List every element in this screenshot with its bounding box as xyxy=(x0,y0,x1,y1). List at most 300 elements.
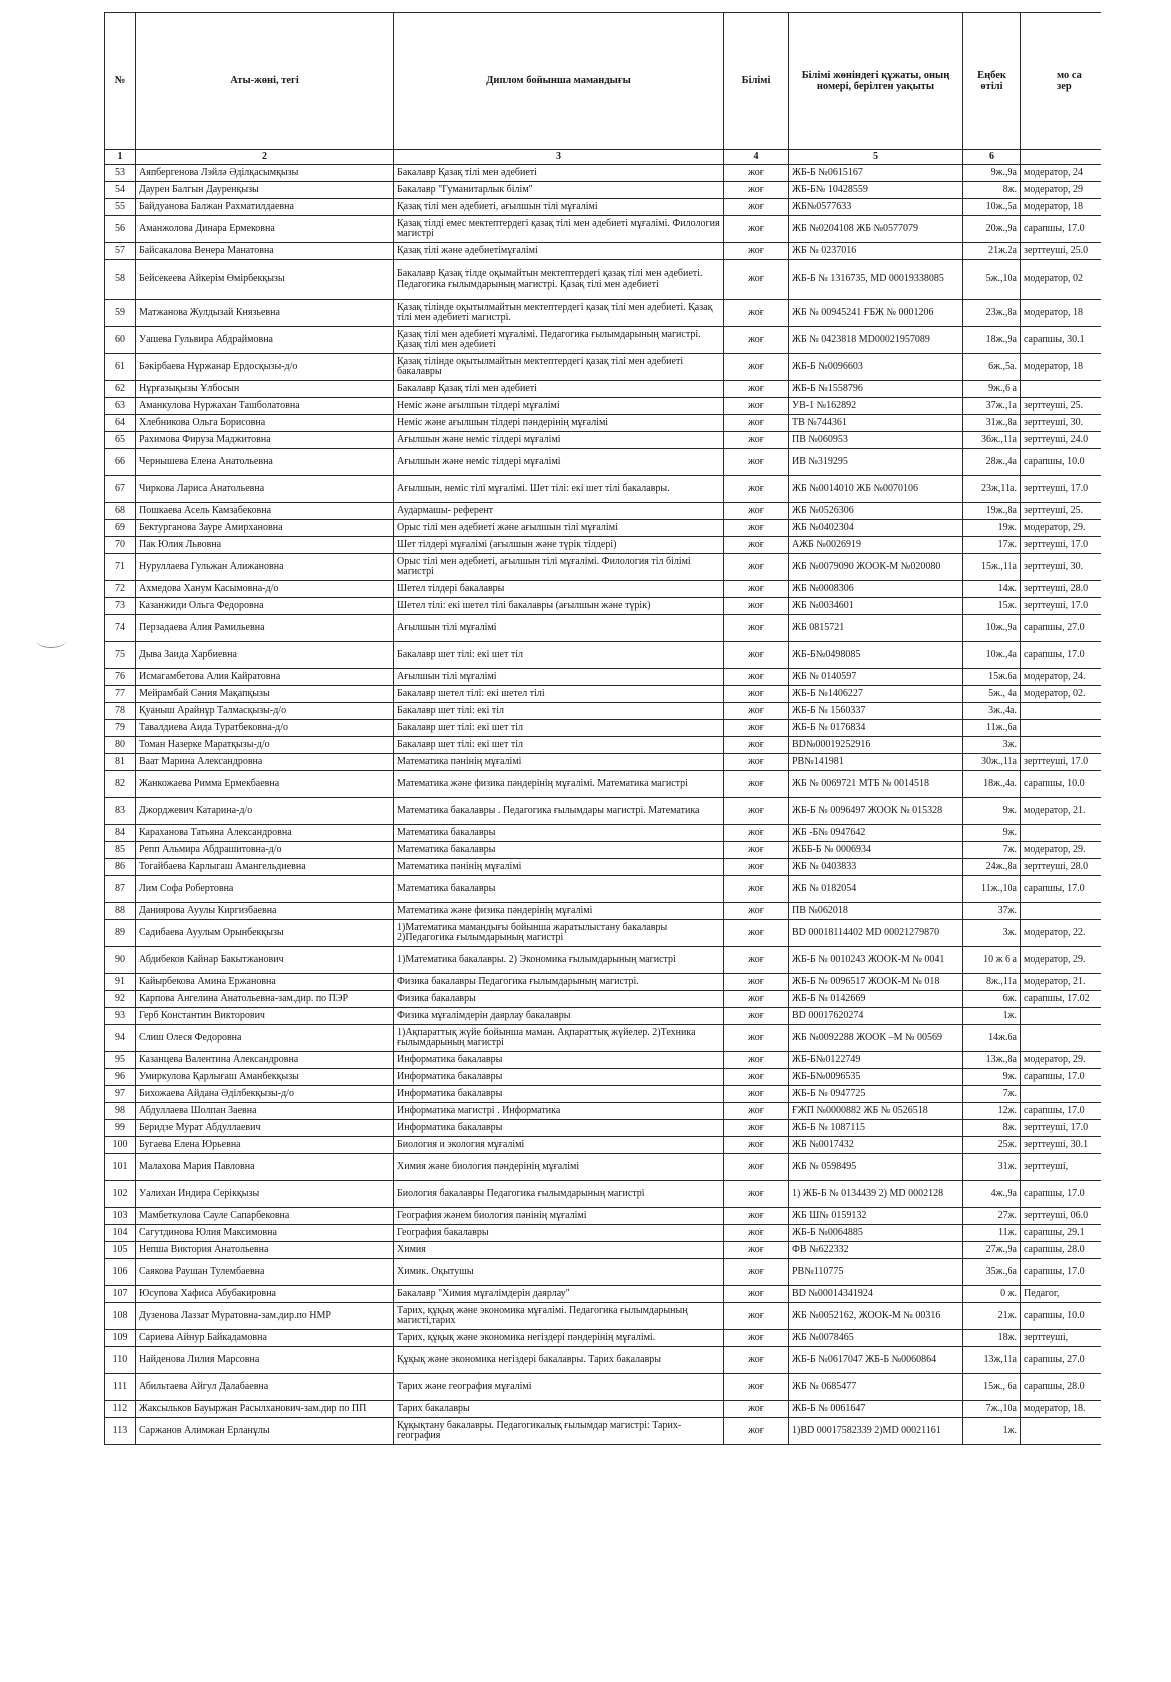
document-cell: BD 00018114402 MD 00021279870 xyxy=(789,920,963,947)
education-cell: жоғ xyxy=(724,720,789,737)
specialty-cell: Қазақ тілі мен әдебиеті, ағылшын тілі мұғалімі xyxy=(394,199,724,216)
experience-cell: 10ж.,9а xyxy=(963,615,1021,642)
category-cell: зерттеуші, 24.0 xyxy=(1021,432,1101,449)
experience-cell: 11ж. xyxy=(963,1225,1021,1242)
education-cell: жоғ xyxy=(724,216,789,243)
experience-cell: 13ж.,8а xyxy=(963,1052,1021,1069)
category-cell: зерттеуші, 25.0 xyxy=(1021,243,1101,260)
row-number-cell: 62 xyxy=(105,381,136,398)
category-cell xyxy=(1021,825,1101,842)
name-cell: Хлебникова Ольга Борисовна xyxy=(136,415,394,432)
category-cell: сарапшы, 28.0 xyxy=(1021,1242,1101,1259)
name-cell: Бектурганова Зауре Амирхановна xyxy=(136,520,394,537)
name-cell: Казанцева Валентина Александровна xyxy=(136,1052,394,1069)
document-cell: ЖБ-Б № 0096517 ЖООК-М № 018 xyxy=(789,974,963,991)
category-cell: сарапшы, 17.0 xyxy=(1021,642,1101,669)
row-number-cell: 65 xyxy=(105,432,136,449)
experience-cell: 28ж.,4а xyxy=(963,449,1021,476)
table-row xyxy=(105,903,1101,920)
table-row xyxy=(105,476,1101,503)
education-cell: жоғ xyxy=(724,554,789,581)
row-number-cell: 109 xyxy=(105,1330,136,1347)
education-cell: жоғ xyxy=(724,876,789,903)
row-number-cell: 95 xyxy=(105,1052,136,1069)
category-cell: модератор, 29. xyxy=(1021,1052,1101,1069)
education-cell: жоғ xyxy=(724,503,789,520)
education-cell: жоғ xyxy=(724,165,789,182)
education-cell: жоғ xyxy=(724,798,789,825)
name-cell: Лим Софа Робертовна xyxy=(136,876,394,903)
education-cell: жоғ xyxy=(724,1052,789,1069)
table-row xyxy=(105,503,1101,520)
document-cell: ЖБ № 0182054 xyxy=(789,876,963,903)
row-number-cell: 56 xyxy=(105,216,136,243)
table-row xyxy=(105,1330,1101,1347)
document-cell: ЖБ-Б №1406227 xyxy=(789,686,963,703)
header-no: № xyxy=(105,13,136,150)
experience-cell: 8ж. xyxy=(963,182,1021,199)
name-cell: Джорджевич Катарина-д/о xyxy=(136,798,394,825)
row-number-cell: 67 xyxy=(105,476,136,503)
education-cell: жоғ xyxy=(724,354,789,381)
education-cell: жоғ xyxy=(724,1008,789,1025)
row-number-cell: 84 xyxy=(105,825,136,842)
experience-cell: 30ж.,11а xyxy=(963,754,1021,771)
table-row xyxy=(105,947,1101,974)
row-number-cell: 70 xyxy=(105,537,136,554)
experience-cell: 6ж. xyxy=(963,991,1021,1008)
category-cell: сарапшы, 27.0 xyxy=(1021,615,1101,642)
specialty-cell: География бакалавры xyxy=(394,1225,724,1242)
category-cell: зерттеуші, 17.0 xyxy=(1021,1120,1101,1137)
table-row xyxy=(105,1120,1101,1137)
experience-cell: 11ж.,10а xyxy=(963,876,1021,903)
name-cell: Перзадаева Алия Рамильевна xyxy=(136,615,394,642)
table-row xyxy=(105,199,1101,216)
column-number: 1 xyxy=(105,150,136,165)
document-cell: ЖБ № 0237016 xyxy=(789,243,963,260)
experience-cell: 15ж.6а xyxy=(963,669,1021,686)
document-cell: ЖБ-Б№ 10428559 xyxy=(789,182,963,199)
specialty-cell: Физика бакалавры Педагогика ғылымдарының магистрі. xyxy=(394,974,724,991)
specialty-cell: Бакалавр "Гуманитарлык білім" xyxy=(394,182,724,199)
document-cell: ЖБ № 0685477 xyxy=(789,1374,963,1401)
specialty-cell: Биология и экология мұғалімі xyxy=(394,1137,724,1154)
education-cell: жоғ xyxy=(724,920,789,947)
table-row xyxy=(105,825,1101,842)
name-cell: Жанкожаева Римма Ермекбаевна xyxy=(136,771,394,798)
category-cell: сарапшы, 29.1 xyxy=(1021,1225,1101,1242)
category-cell: сарапшы, 27.0 xyxy=(1021,1347,1101,1374)
education-cell: жоғ xyxy=(724,1374,789,1401)
document-cell: ЖБ -Б№ 0947642 xyxy=(789,825,963,842)
name-cell: Жаксыльков Бауыржан Расылханович-зам.дир по ПП xyxy=(136,1401,394,1418)
education-cell: жоғ xyxy=(724,1418,789,1445)
experience-cell: 10ж.,5а xyxy=(963,199,1021,216)
education-cell: жоғ xyxy=(724,669,789,686)
specialty-cell: Химия және биология пәндерінің мұғалімі xyxy=(394,1154,724,1181)
category-cell xyxy=(1021,1008,1101,1025)
experience-cell: 3ж. xyxy=(963,737,1021,754)
experience-cell: 7ж. xyxy=(963,1086,1021,1103)
experience-cell: 0 ж. xyxy=(963,1286,1021,1303)
document-cell: ЖБ №0014010 ЖБ №0070106 xyxy=(789,476,963,503)
row-number-cell: 112 xyxy=(105,1401,136,1418)
row-number-cell: 113 xyxy=(105,1418,136,1445)
table-row xyxy=(105,720,1101,737)
category-cell: зерттеуші, 06.0 xyxy=(1021,1208,1101,1225)
experience-cell: 37ж. xyxy=(963,903,1021,920)
education-cell: жоғ xyxy=(724,1401,789,1418)
document-cell: ЖБ-Б №0615167 xyxy=(789,165,963,182)
name-cell: Пак Юлия Львовна xyxy=(136,537,394,554)
table-row xyxy=(105,1137,1101,1154)
name-cell: Беридзе Мурат Абдуллаевич xyxy=(136,1120,394,1137)
education-cell: жоғ xyxy=(724,182,789,199)
education-cell: жоғ xyxy=(724,737,789,754)
category-cell: сарапшы, 17.0 xyxy=(1021,1259,1101,1286)
experience-cell: 8ж. xyxy=(963,1120,1021,1137)
row-number-cell: 78 xyxy=(105,703,136,720)
name-cell: Малахова Мария Павловна xyxy=(136,1154,394,1181)
row-number-cell: 83 xyxy=(105,798,136,825)
specialty-cell: Ағылшын тілі мұғалімі xyxy=(394,669,724,686)
experience-cell: 18ж.,9а xyxy=(963,327,1021,354)
table-row xyxy=(105,974,1101,991)
specialty-cell: Қазақ тілі мен әдебиеті мұғалімі. Педагогика ғылымдарының магистрі. Қазақ тілі мен әдебиеті xyxy=(394,327,724,354)
specialty-cell: Шет тілдері мұғалімі (ағылшын және түрік тілдері) xyxy=(394,537,724,554)
document-cell: ЖБ № 0403833 xyxy=(789,859,963,876)
category-cell: модератор, 21. xyxy=(1021,974,1101,991)
punch-hole-mark xyxy=(36,633,66,648)
name-cell: Матжанова Жулдызай Князьевна xyxy=(136,300,394,327)
experience-cell: 23ж,11а. xyxy=(963,476,1021,503)
education-cell: жоғ xyxy=(724,686,789,703)
experience-cell: 23ж.,8а xyxy=(963,300,1021,327)
experience-cell: 14ж.6а xyxy=(963,1025,1021,1052)
education-cell: жоғ xyxy=(724,771,789,798)
document-cell: ЖБ № 0140597 xyxy=(789,669,963,686)
category-cell: сарапшы, 10.0 xyxy=(1021,771,1101,798)
document-cell: BD 00017620274 xyxy=(789,1008,963,1025)
document-cell: РВ№110775 xyxy=(789,1259,963,1286)
document-cell: ЖБ № 0069721 МТБ № 0014518 xyxy=(789,771,963,798)
experience-cell: 9ж. xyxy=(963,798,1021,825)
category-cell: модератор, 24. xyxy=(1021,669,1101,686)
document-cell: РВ№141981 xyxy=(789,754,963,771)
specialty-cell: Ағылшын және неміс тілдері мұғалімі xyxy=(394,449,724,476)
specialty-cell: 1)Математика бакалавры. 2) Экономика ғылымдарының магистрі xyxy=(394,947,724,974)
document-cell: ЖБ-Б № 0142669 xyxy=(789,991,963,1008)
document-cell: ИВ №319295 xyxy=(789,449,963,476)
education-cell: жоғ xyxy=(724,598,789,615)
education-cell: жоғ xyxy=(724,476,789,503)
row-number-cell: 55 xyxy=(105,199,136,216)
education-cell: жоғ xyxy=(724,449,789,476)
table-row xyxy=(105,1286,1101,1303)
table-row xyxy=(105,754,1101,771)
category-cell: модератор, 18 xyxy=(1021,354,1101,381)
row-number-cell: 96 xyxy=(105,1069,136,1086)
education-cell: жоғ xyxy=(724,1069,789,1086)
header-education: Білімі xyxy=(724,13,789,150)
table-row xyxy=(105,1069,1101,1086)
table-row xyxy=(105,1347,1101,1374)
specialty-cell: Қазақ тілі және әдебиетімұғалімі xyxy=(394,243,724,260)
category-cell: зерттеуші, 17.0 xyxy=(1021,537,1101,554)
document-cell: УВ-1 №162892 xyxy=(789,398,963,415)
education-cell: жоғ xyxy=(724,381,789,398)
table-row xyxy=(105,1103,1101,1120)
education-cell: жоғ xyxy=(724,1154,789,1181)
table-row xyxy=(105,1086,1101,1103)
row-number-cell: 75 xyxy=(105,642,136,669)
row-number-cell: 87 xyxy=(105,876,136,903)
name-cell: Пошкаева Асель Камзабековна xyxy=(136,503,394,520)
specialty-cell: Бакалавр шет тілі: екі шет тіл xyxy=(394,642,724,669)
table-row xyxy=(105,1401,1101,1418)
specialty-cell: Бакалавр шет тілі: екі шет тіл xyxy=(394,737,724,754)
table-row xyxy=(105,415,1101,432)
category-cell: модератор, 18. xyxy=(1021,1401,1101,1418)
document-cell: ЖБ№0577633 xyxy=(789,199,963,216)
category-cell: модератор, 18 xyxy=(1021,300,1101,327)
experience-cell: 10 ж 6 а xyxy=(963,947,1021,974)
table-row xyxy=(105,1418,1101,1445)
experience-cell: 27ж. xyxy=(963,1208,1021,1225)
name-cell: Дузенова Лаззат Муратовна-зам.дир.по НМР xyxy=(136,1303,394,1330)
row-number-cell: 82 xyxy=(105,771,136,798)
document-cell: ЖБ №0078465 xyxy=(789,1330,963,1347)
specialty-cell: Бакалавр шет тілі: екі шет тіл xyxy=(394,720,724,737)
table-row xyxy=(105,703,1101,720)
document-cell: ЖБ-Б № 0176834 xyxy=(789,720,963,737)
table-row xyxy=(105,859,1101,876)
experience-cell: 25ж. xyxy=(963,1137,1021,1154)
specialty-cell: Бакалавр Қазақ тілде оқымайтын мектептердегі қазақ тілі мен әдебиеті. Педагогика ғылымдарының магистрі. Қазақ тілі мен әдебиеті xyxy=(394,260,724,300)
experience-cell: 3ж.,4а. xyxy=(963,703,1021,720)
specialty-cell: Математика бакалавры xyxy=(394,876,724,903)
table-row xyxy=(105,182,1101,199)
specialty-cell: Физика мұғалімдерін даярлау бакалавры xyxy=(394,1008,724,1025)
column-number: 6 xyxy=(963,150,1021,165)
category-cell: зерттеуші, xyxy=(1021,1330,1101,1347)
table-row xyxy=(105,520,1101,537)
experience-cell: 36ж.,11а xyxy=(963,432,1021,449)
name-cell: Садибаева Ауулым Орынбекқызы xyxy=(136,920,394,947)
category-cell: модератор, 29. xyxy=(1021,520,1101,537)
experience-cell: 18ж.,4а. xyxy=(963,771,1021,798)
row-number-cell: 58 xyxy=(105,260,136,300)
document-cell: BD№00019252916 xyxy=(789,737,963,754)
row-number-cell: 91 xyxy=(105,974,136,991)
category-cell: сарапшы, 17.0 xyxy=(1021,1069,1101,1086)
table-row xyxy=(105,842,1101,859)
specialty-cell: Орыс тілі мен әдебиеті, ағылшын тілі мұғалімі. Филология тіл білімі магистрі xyxy=(394,554,724,581)
category-cell: сарапшы, 17.0 xyxy=(1021,876,1101,903)
row-number-cell: 57 xyxy=(105,243,136,260)
specialty-cell: Бакалавр шетел тілі: екі шетел тілі xyxy=(394,686,724,703)
experience-cell: 8ж.,11а xyxy=(963,974,1021,991)
name-cell: Нұрғазықызы Ұлбосын xyxy=(136,381,394,398)
table-row xyxy=(105,300,1101,327)
document-cell: ҒЖП №0000882 ЖБ № 0526518 xyxy=(789,1103,963,1120)
name-cell: Дыва Заида Харбиевна xyxy=(136,642,394,669)
experience-cell: 7ж. xyxy=(963,842,1021,859)
specialty-cell: Шетел тілдері бакалавры xyxy=(394,581,724,598)
name-cell: Ахмедова Ханум Касымовна-д/о xyxy=(136,581,394,598)
row-number-cell: 104 xyxy=(105,1225,136,1242)
specialty-cell: Құқықтану бакалавры. Педагогикалық ғылымдар магистрі: Тарих-география xyxy=(394,1418,724,1445)
specialty-cell: Физика бакалавры xyxy=(394,991,724,1008)
table-row xyxy=(105,1374,1101,1401)
name-cell: Абдибеков Кайнар Бакытжанович xyxy=(136,947,394,974)
experience-cell: 31ж.,8а xyxy=(963,415,1021,432)
category-cell: зерттеуші, 25. xyxy=(1021,398,1101,415)
category-cell: сарапшы, 17.0 xyxy=(1021,1181,1101,1208)
name-cell: Умиркулова Қарлығаш Аманбекқызы xyxy=(136,1069,394,1086)
category-cell xyxy=(1021,703,1101,720)
table-row xyxy=(105,1052,1101,1069)
document-cell: ЖББ-Б № 0006934 xyxy=(789,842,963,859)
table-row xyxy=(105,398,1101,415)
specialty-cell: Қазақ тілінде оқытылмайтын мектептердегі қазақ тілі мен әдебиеті. Қазақ тілі мен әдебиеті магистрі. xyxy=(394,300,724,327)
specialty-cell: География жәнем биология пәнінің мұғалімі xyxy=(394,1208,724,1225)
table-row xyxy=(105,771,1101,798)
name-cell: Тогайбаева Карлыгаш Амангельдиевна xyxy=(136,859,394,876)
name-cell: Байсакалова Венера Манатовна xyxy=(136,243,394,260)
category-cell xyxy=(1021,1025,1101,1052)
row-number-cell: 93 xyxy=(105,1008,136,1025)
document-cell: ЖБ №0526306 xyxy=(789,503,963,520)
name-cell: Мамбеткулова Сауле Сапарбековна xyxy=(136,1208,394,1225)
specialty-cell: Математика бакалавры . Педагогика ғылымдары магистрі. Математика xyxy=(394,798,724,825)
name-cell: Уашева Гульвира Абдраймовна xyxy=(136,327,394,354)
specialty-cell: Тарих бакалавры xyxy=(394,1401,724,1418)
row-number-cell: 64 xyxy=(105,415,136,432)
experience-cell: 5ж.,10а xyxy=(963,260,1021,300)
table-row xyxy=(105,1025,1101,1052)
table-row xyxy=(105,216,1101,243)
row-number-cell: 106 xyxy=(105,1259,136,1286)
document-cell: ЖБ №0079090 ЖООК-М №020080 xyxy=(789,554,963,581)
name-cell: Герб Константин Викторович xyxy=(136,1008,394,1025)
name-cell: Аяпбергенова Лэйлә Әділқасымқызы xyxy=(136,165,394,182)
category-cell: зерттеуші, 28.0 xyxy=(1021,859,1101,876)
document-cell: ЖБ №0052162, ЖООК-М № 00316 xyxy=(789,1303,963,1330)
education-cell: жоғ xyxy=(724,1181,789,1208)
table-row xyxy=(105,243,1101,260)
row-number-cell: 61 xyxy=(105,354,136,381)
education-cell: жоғ xyxy=(724,859,789,876)
document-cell: ФВ №622332 xyxy=(789,1242,963,1259)
education-cell: жоғ xyxy=(724,1286,789,1303)
document-cell: ЖБ-Б№0498085 xyxy=(789,642,963,669)
education-cell: жоғ xyxy=(724,1242,789,1259)
column-number: 5 xyxy=(789,150,963,165)
row-number-cell: 102 xyxy=(105,1181,136,1208)
table-row xyxy=(105,554,1101,581)
category-cell: сарапшы, 17.0 xyxy=(1021,216,1101,243)
row-number-cell: 110 xyxy=(105,1347,136,1374)
category-cell: зерттеуші, 17.0 xyxy=(1021,476,1101,503)
education-cell: жоғ xyxy=(724,432,789,449)
header-name: Аты-жөні, тегі xyxy=(136,13,394,150)
experience-cell: 4ж.,9а xyxy=(963,1181,1021,1208)
specialty-cell: Математика бакалавры xyxy=(394,842,724,859)
document-cell: ЖБ-Б №0064885 xyxy=(789,1225,963,1242)
document-cell: ПВ №060953 xyxy=(789,432,963,449)
name-cell: Тавалдиева Аида Туратбековна-д/о xyxy=(136,720,394,737)
table-row xyxy=(105,581,1101,598)
category-cell xyxy=(1021,381,1101,398)
education-cell: жоғ xyxy=(724,398,789,415)
specialty-cell: 1)Ақпараттық жүйе бойынша маман. Ақпараттық жүйелер. 2)Техника ғылымдарының магистрі xyxy=(394,1025,724,1052)
name-cell: Чиркова Лариса Анатольевна xyxy=(136,476,394,503)
name-cell: Карпова Ангелина Анатольевна-зам.дир. по ПЭР xyxy=(136,991,394,1008)
document-cell: ЖБ-Б №0617047 ЖБ-Б №0060864 xyxy=(789,1347,963,1374)
education-cell: жоғ xyxy=(724,1259,789,1286)
education-cell: жоғ xyxy=(724,581,789,598)
experience-cell: 21ж. xyxy=(963,1303,1021,1330)
row-number-cell: 107 xyxy=(105,1286,136,1303)
header-category: мо са зер xyxy=(1021,13,1101,150)
document-cell: 1)BD 00017582339 2)MD 00021161 xyxy=(789,1418,963,1445)
specialty-cell: Ағылшын және неміс тілдері мұғалімі xyxy=(394,432,724,449)
row-number-cell: 69 xyxy=(105,520,136,537)
column-number: 4 xyxy=(724,150,789,165)
experience-cell: 17ж. xyxy=(963,537,1021,554)
table-row xyxy=(105,798,1101,825)
education-cell: жоғ xyxy=(724,1347,789,1374)
experience-cell: 19ж. xyxy=(963,520,1021,537)
category-cell: модератор, 29 xyxy=(1021,182,1101,199)
category-cell: модератор, 21. xyxy=(1021,798,1101,825)
experience-cell: 31ж. xyxy=(963,1154,1021,1181)
experience-cell: 19ж.,8а xyxy=(963,503,1021,520)
category-cell: зерттеуші, 17.0 xyxy=(1021,598,1101,615)
table-row xyxy=(105,669,1101,686)
document-cell: ЖБ №0092288 ЖООК –М № 00569 xyxy=(789,1025,963,1052)
specialty-cell: Химик. Оқытушы xyxy=(394,1259,724,1286)
table-row xyxy=(105,1303,1101,1330)
document-cell: ЖБ №0204108 ЖБ №0577079 xyxy=(789,216,963,243)
category-cell xyxy=(1021,1418,1101,1445)
name-cell: Даурен Балгын Дауренқызы xyxy=(136,182,394,199)
category-cell xyxy=(1021,1086,1101,1103)
name-cell: Бәкірбаева Нұржанар Ердосқызы-д/о xyxy=(136,354,394,381)
experience-cell: 15ж., 6а xyxy=(963,1374,1021,1401)
document-cell: ЖБ-Б № 0061647 xyxy=(789,1401,963,1418)
document-cell: ЖБ Ш№ 0159132 xyxy=(789,1208,963,1225)
document-cell: ЖБ №0008306 xyxy=(789,581,963,598)
specialty-cell: Информатика бакалавры xyxy=(394,1086,724,1103)
education-cell: жоғ xyxy=(724,537,789,554)
row-number-cell: 100 xyxy=(105,1137,136,1154)
specialty-cell: Тарих, құқық және экономика негіздері пәндерінің мұғалімі. xyxy=(394,1330,724,1347)
name-cell: Найденова Лилия Марсовна xyxy=(136,1347,394,1374)
row-number-cell: 88 xyxy=(105,903,136,920)
category-cell: Педагог, xyxy=(1021,1286,1101,1303)
header-document: Білімі жөніндегі құжаты, оның номері, берілген уақыты xyxy=(789,13,963,150)
document-cell: ЖБ №0402304 xyxy=(789,520,963,537)
name-cell: Юсупова Хафиса Абубакировна xyxy=(136,1286,394,1303)
experience-cell: 14ж. xyxy=(963,581,1021,598)
name-cell: Абильтаева Айгул Далабаевна xyxy=(136,1374,394,1401)
experience-cell: 5ж., 4а xyxy=(963,686,1021,703)
category-cell: зерттеуші, 17.0 xyxy=(1021,754,1101,771)
category-cell: зерттеуші, 28.0 xyxy=(1021,581,1101,598)
